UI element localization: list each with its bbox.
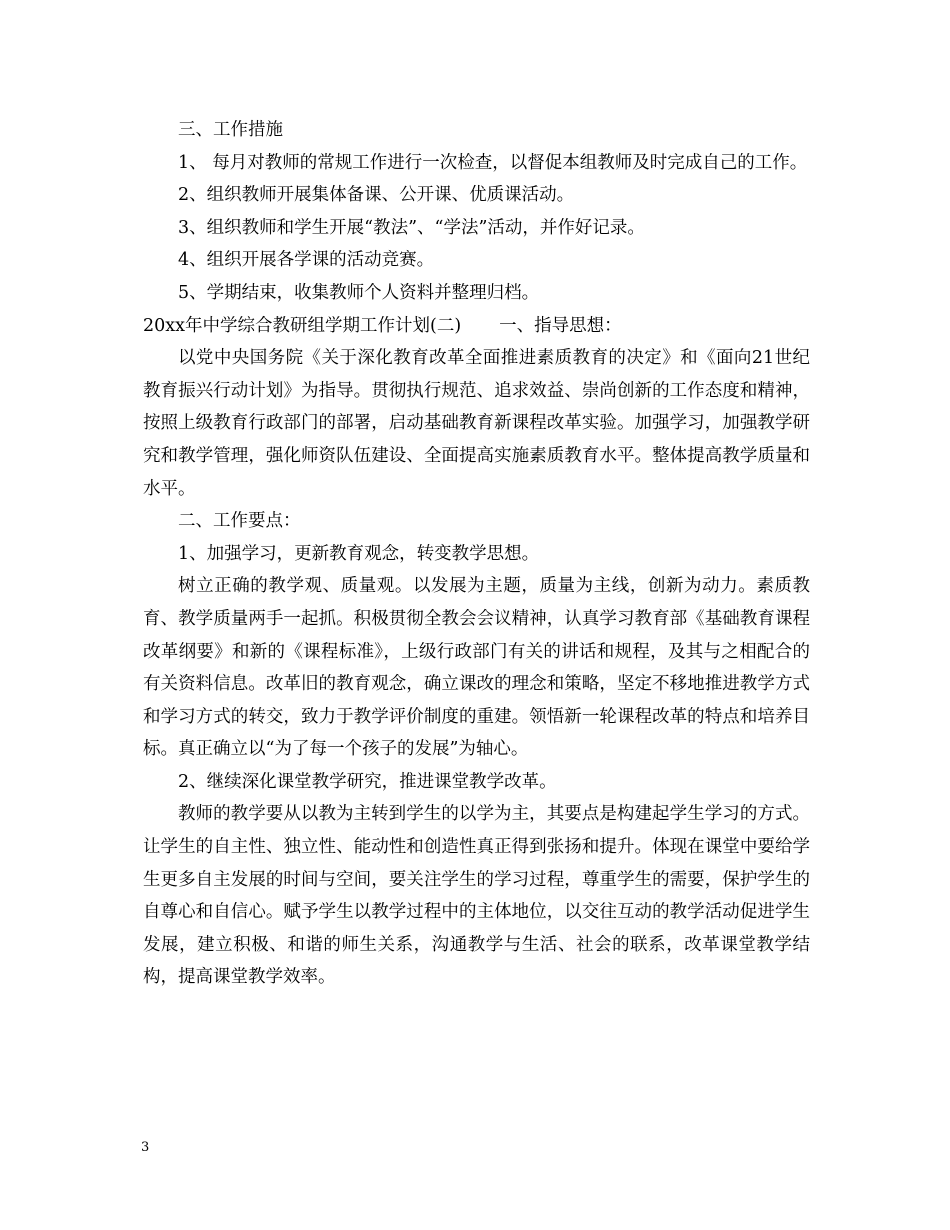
list-item: 5、学期结束，收集教师个人资料并整理归档。 [178,282,540,303]
section-heading-measures: 三、工作措施 [178,120,283,140]
list-item: 3、组织教师和学生开展“教法”、“学法”活动，并作好记录。 [178,217,645,238]
list-item: 2、组织教师开展集体备课、公开课、优质课活动。 [178,185,575,206]
plan-title-line [143,310,810,343]
body-paragraph: 教师的教学要从以教为主转到学生的以学为主，其要点是构建起学生学习的方式。让学生的自主性、独立性、能动性和创造性真正得到张扬和提升。体现在课堂中要给学生更多自主发展的时间与空间，要关注学生的学习过程，尊重学生的需要，保护学生的自尊心和自信心。赋予学生以教学过程中的主体地位，以交往互动的教学活动促进学生发展，建立积极、和谐的师生关系，沟通教学与生活、社会的联系，改革课堂教学结构，提高课堂教学效率。 [143,804,810,988]
list-item: 4、组织开展各学课的活动竞赛。 [178,250,435,271]
body-paragraph: 树立正确的教学观、质量观。以发展为主题，质量为主线，创新为动力。素质教育、教学质量两手一起抓。积极贯彻全教会会议精神，认真学习教育部《基础教育课程改革纲要》和新的《课程标准》，上级行政部门有关的讲话和规程，及其与之相配合的有关资料信息。改革旧的教育观念，确立课改的理念和策略，坚定不移地推进教学方式和学习方式的转交，致力于教学评价制度的重建。领悟新一轮课程改革的特点和培养目标。真正确立以“为了每一个孩子的发展”为轴心。 [143,576,810,760]
subheading: 2、继续深化课堂教学研究，推进课堂教学改革。 [178,771,557,792]
document-body [143,114,810,994]
section-heading-key-points: 二、工作要点： [178,511,301,532]
body-paragraph: 以党中央国务院《关于深化教育改革全面推进素质教育的决定》和《面向21世纪教育振兴行动计划》为指导。贯彻执行规范、追求效益、崇尚创新的工作态度和精神，按照上级教育行政部门的部署，启动基础教育新课程改革实验。加强学习，加强教学研究和教学管理，强化师资队伍建设、全面提高实施素质教育水平。整体提高教学质量和水平。 [143,348,810,499]
plan-title: 20xx年中学综合教研组学期工作计划(二) [143,315,462,336]
page-number: 3 [141,1140,150,1155]
list-item: 1、 每月对教师的常规工作进行一次检查，以督促本组教师及时完成自己的工作。 [178,152,808,173]
section-heading-guiding-thought: 一、指导思想： [499,315,622,336]
subheading: 1、加强学习，更新教育观念，转变教学思想。 [178,543,540,564]
